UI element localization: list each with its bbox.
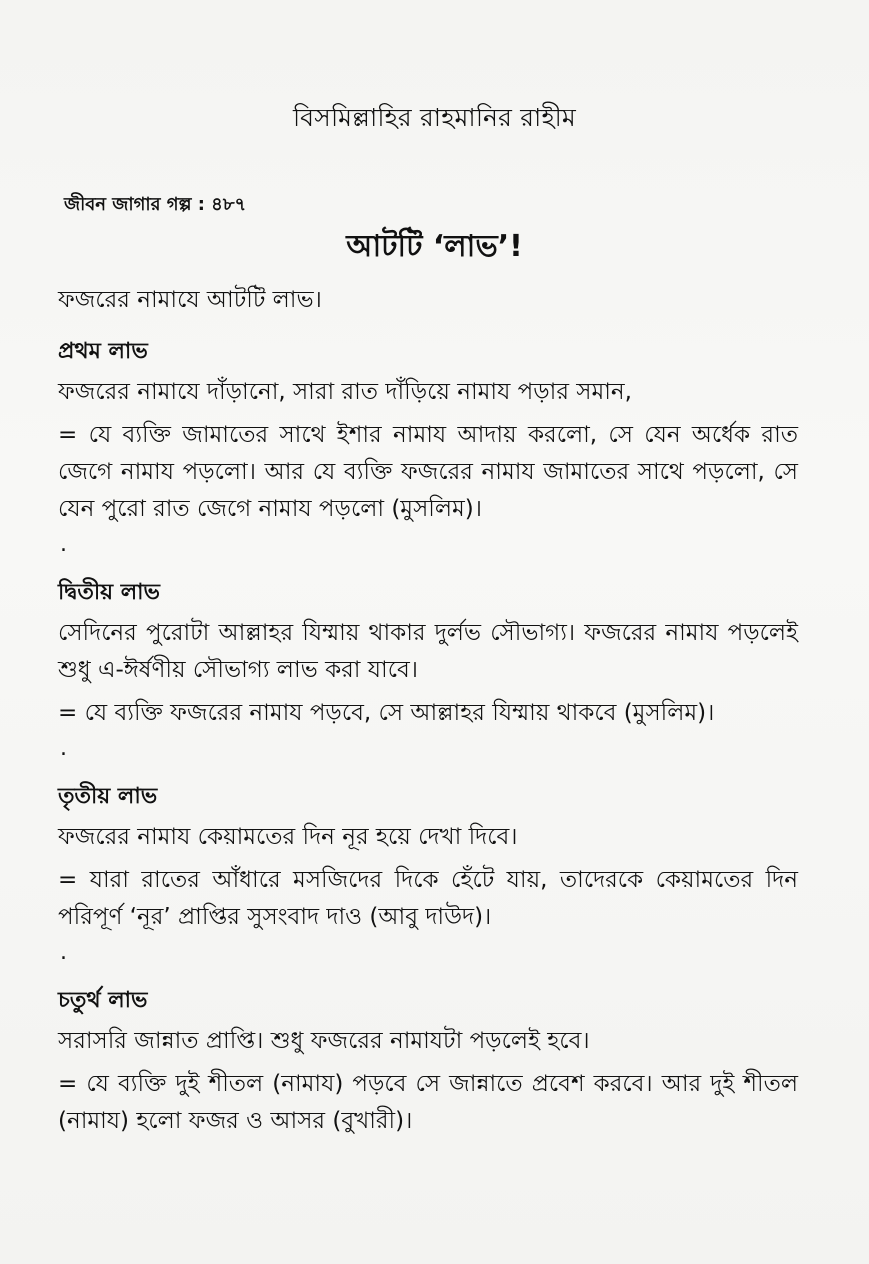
series-label: জীবন জাগার গল্প : ৪৮৭ [64,194,247,215]
section-separator-dot: . [60,940,67,965]
bismillah-heading: বিসমিল্লাহির রাহমানির রাহীম [292,103,577,132]
section-hadith-second: = যে ব্যক্তি ফজরের নামায পড়বে, সে আল্লাহর যিম্মায় থাকবে (মুসলিম)। [58,700,715,726]
section-text-second: সেদিনের পুরোটা আল্লাহর যিম্মায় থাকার দুর্লভ সৌভাগ্য। ফজরের নামায পড়লেই শুধু এ-ঈর্ষণীয় সৌভাগ্য লাভ করা যাবে। [58,620,798,683]
section-text-fourth: সরাসরি জান্নাত প্রাপ্তি। শুধু ফজরের নামাযটা পড়লেই হবে। [58,1028,590,1054]
section-hadith-fourth: = যে ব্যক্তি দুই শীতল (নামায) পড়বে সে জান্নাতে প্রবেশ করবে। আর দুই শীতল (নামায) হলো ফজর ও আসর (বুখারী)। [58,1071,798,1134]
section-hadith-third: = যারা রাতের আঁধারে মসজিদের দিকে হেঁটে যায়, তাদেরকে কেয়ামতের দিন পরিপূর্ণ ‘নূর’ প্রাপ্তির সুসংবাদ দাও (আবু দাউদ)। [58,867,798,930]
section-hadith-first: = যে ব্যক্তি জামাতের সাথে ইশার নামায আদায় করলো, সে যেন অর্ধেক রাত জেগে নামায পড়লো। আর যে ব্যক্তি ফজরের নামায জামাতের সাথে পড়লো, সে যেন পুরো রাত জেগে নামায পড়লো (মুসলিম)। [58,422,798,522]
section-heading-fourth: চতুর্থ লাভ [58,988,148,1013]
section-heading-third: তৃতীয় লাভ [58,784,158,809]
section-heading-second: দ্বিতীয় লাভ [58,580,160,605]
section-separator-dot: . [60,736,67,761]
section-text-third: ফজরের নামায কেয়ামতের দিন নূর হয়ে দেখা দিবে। [58,824,518,850]
article-body [58,282,798,1146]
page-title: আটটি ‘লাভ’! [346,229,523,264]
intro-paragraph: ফজরের নামাযে আটটি লাভ। [58,287,322,313]
section-text-first: ফজরের নামাযে দাঁড়ানো, সারা রাত দাঁড়িয়ে নামায পড়ার সমান, [58,379,632,405]
section-heading-first: প্রথম লাভ [58,339,148,364]
section-separator-dot: . [60,532,67,557]
